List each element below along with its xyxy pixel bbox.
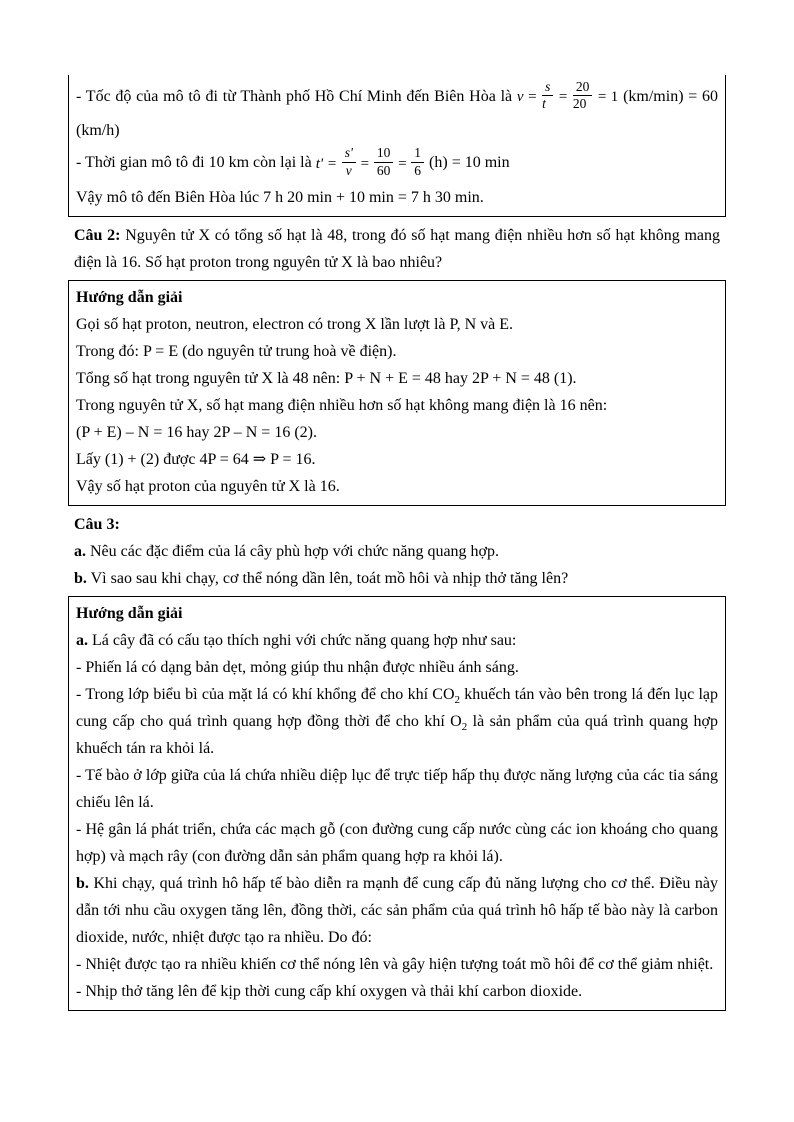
solution-box-continued bbox=[68, 75, 726, 217]
question-3b-text: Vì sao sau khi chạy, cơ thể nóng dần lên, toát mồ hôi và nhịp thở tăng lên? bbox=[86, 569, 569, 587]
solution-2-line-3: Tổng số hạt trong nguyên tử X là 48 nên: P + N + E = 48 hay 2P + N = 48 (1). bbox=[76, 369, 577, 387]
speed-text: - Tốc độ của mô tô đi từ Thành phố Hồ Chí Minh đến Biên Hòa là bbox=[76, 88, 513, 106]
solution-3-bullet-2 bbox=[76, 681, 718, 762]
solution-3b-label: b. bbox=[76, 874, 89, 892]
equals-sign: = bbox=[360, 155, 370, 172]
solution-3-bullet-4: - Hệ gân lá phát triển, chứa các mạch gỗ (con đường cung cấp nước cùng các ion khoáng cho quang hợp) và mạch rây (con đường dẫn sản phẩm quang hợp ra khỏi lá). bbox=[76, 820, 718, 865]
solution-3-para-a bbox=[76, 627, 718, 654]
solution-2-line-2: Trong đó: P = E (do nguyên tử trung hoà về điện). bbox=[76, 342, 397, 360]
question-3b-label: b. bbox=[74, 569, 87, 587]
solution-2-line-6: Lấy (1) + (2) được 4P = 64 ⇒ P = 16. bbox=[76, 450, 316, 468]
question-3a-text: Nêu các đặc điểm của lá cây phù hợp với chức năng quang hợp. bbox=[86, 542, 500, 560]
bullet-2-text-3: là sản phẩm của quá trình quang hợp khuếch tán ra khỏi lá. bbox=[76, 712, 718, 757]
fraction-numerator: s' bbox=[342, 145, 356, 162]
time-formula bbox=[315, 145, 425, 178]
fraction-numerator: 10 bbox=[374, 145, 394, 162]
fraction-denominator: 6 bbox=[414, 162, 422, 178]
fraction-1-6 bbox=[410, 145, 425, 178]
solution-3a-label: a. bbox=[76, 631, 88, 649]
fraction-denominator: 60 bbox=[376, 162, 391, 178]
question-3b bbox=[74, 565, 720, 592]
solution-3-title: Hướng dẫn giải bbox=[76, 604, 183, 622]
fraction-denominator: 20 bbox=[572, 96, 587, 112]
question-2-text: Nguyên tử X có tổng số hạt là 48, trong đó số hạt mang điện nhiều hơn số hạt không mang điện là 16. Số hạt proton trong nguyên tử X là bao nhiêu? bbox=[74, 226, 720, 271]
solution1-line-kmh: (km/h) bbox=[76, 122, 120, 140]
solution-box-2 bbox=[68, 280, 726, 506]
solution-3-para-b bbox=[76, 870, 718, 951]
speed-unit-text: (km/min) = 60 bbox=[623, 88, 719, 106]
fraction-10-60 bbox=[373, 145, 395, 178]
solution1-line-conclusion: Vậy mô tô đến Biên Hòa lúc 7 h 20 min + 10 min = 7 h 30 min. bbox=[76, 188, 484, 206]
formula-result: = 1 bbox=[597, 89, 619, 106]
bullet-2-text-2: khuếch tán vào bên trong lá đến lục lạp cung cấp cho quá trình quang hợp đồng thời để cho khí O bbox=[76, 685, 719, 730]
solution-2-line-7: Vậy số hạt proton của nguyên tử X là 16. bbox=[76, 477, 340, 495]
time-unit-text: (h) = 10 min bbox=[429, 154, 510, 172]
o2-subscript: 2 bbox=[461, 720, 468, 733]
fraction-denominator: v bbox=[345, 162, 352, 178]
solution-2-line-5: (P + E) – N = 16 hay 2P – N = 16 (2). bbox=[76, 423, 317, 441]
solution-3-bullet-1: - Phiến lá có dạng bản dẹt, mỏng giúp thu nhận được nhiều ánh sáng. bbox=[76, 658, 519, 676]
fraction-numerator: s bbox=[542, 79, 553, 96]
equals-sign: = bbox=[558, 89, 568, 106]
solution-3a-text: Lá cây đã có cấu tạo thích nghi với chức năng quang hợp như sau: bbox=[88, 631, 517, 649]
question-2-label: Câu 2: bbox=[74, 226, 121, 244]
fraction-numerator: 20 bbox=[573, 79, 593, 96]
question-3a-label: a. bbox=[74, 542, 86, 560]
equals-sign: = bbox=[398, 155, 407, 172]
solution-2-line-1: Gọi số hạt proton, neutron, electron có trong X lần lượt là P, N và E. bbox=[76, 315, 514, 333]
fraction-20-20 bbox=[572, 79, 594, 112]
solution1-line-speed bbox=[76, 81, 718, 114]
question-3-label-text: Câu 3: bbox=[74, 515, 120, 533]
fraction-s-v bbox=[341, 145, 357, 178]
equals-sign: = bbox=[528, 89, 537, 106]
solution-2-line-4: Trong nguyên tử X, số hạt mang điện nhiều hơn số hạt không mang điện là 16 nên: bbox=[76, 396, 608, 414]
solution-3-bullet-3: - Tế bào ở lớp giữa của lá chứa nhiều diệp lục để trực tiếp hấp thụ được năng lượng của các tia sáng chiếu lên lá. bbox=[76, 766, 718, 811]
solution1-line-time bbox=[76, 147, 718, 180]
question-3a bbox=[74, 538, 720, 565]
solution-2-title: Hướng dẫn giải bbox=[76, 288, 183, 306]
fraction-denominator: t bbox=[542, 96, 546, 112]
fraction-numerator: 1 bbox=[411, 145, 424, 162]
question-2 bbox=[68, 222, 726, 276]
bullet-2-text-1: - Trong lớp biểu bì của mặt lá có khí khổng để cho khí CO bbox=[76, 685, 455, 703]
var-v: v bbox=[516, 89, 524, 106]
speed-formula bbox=[516, 79, 619, 112]
solution-3b-text: Khi chạy, quá trình hô hấp tế bào diễn ra mạnh để cung cấp đủ năng lượng cho cơ thể. Điều này dẫn tới nhu cầu oxygen tăng lên, đồng thời, các sản phẩm của quá trình hô hấp tế bào này là carbon dioxide, nước, nhiệt được tạo ra nhiều. Do đó: bbox=[76, 874, 718, 946]
var-t-prime: t' = bbox=[315, 155, 337, 172]
solution-box-3 bbox=[68, 596, 726, 1011]
fraction-s-t bbox=[541, 79, 554, 112]
question-3 bbox=[68, 511, 726, 592]
solution-3-bullet-5: - Nhiệt được tạo ra nhiều khiến cơ thể nóng lên và gây hiện tượng toát mồ hôi để cơ thể giảm nhiệt. bbox=[76, 955, 714, 973]
co2-subscript: 2 bbox=[454, 693, 461, 706]
solution-3-bullet-6: - Nhịp thở tăng lên để kịp thời cung cấp khí oxygen và thải khí carbon dioxide. bbox=[76, 982, 583, 1000]
question-3-label bbox=[74, 511, 720, 538]
time-text: - Thời gian mô tô đi 10 km còn lại là bbox=[76, 154, 312, 172]
